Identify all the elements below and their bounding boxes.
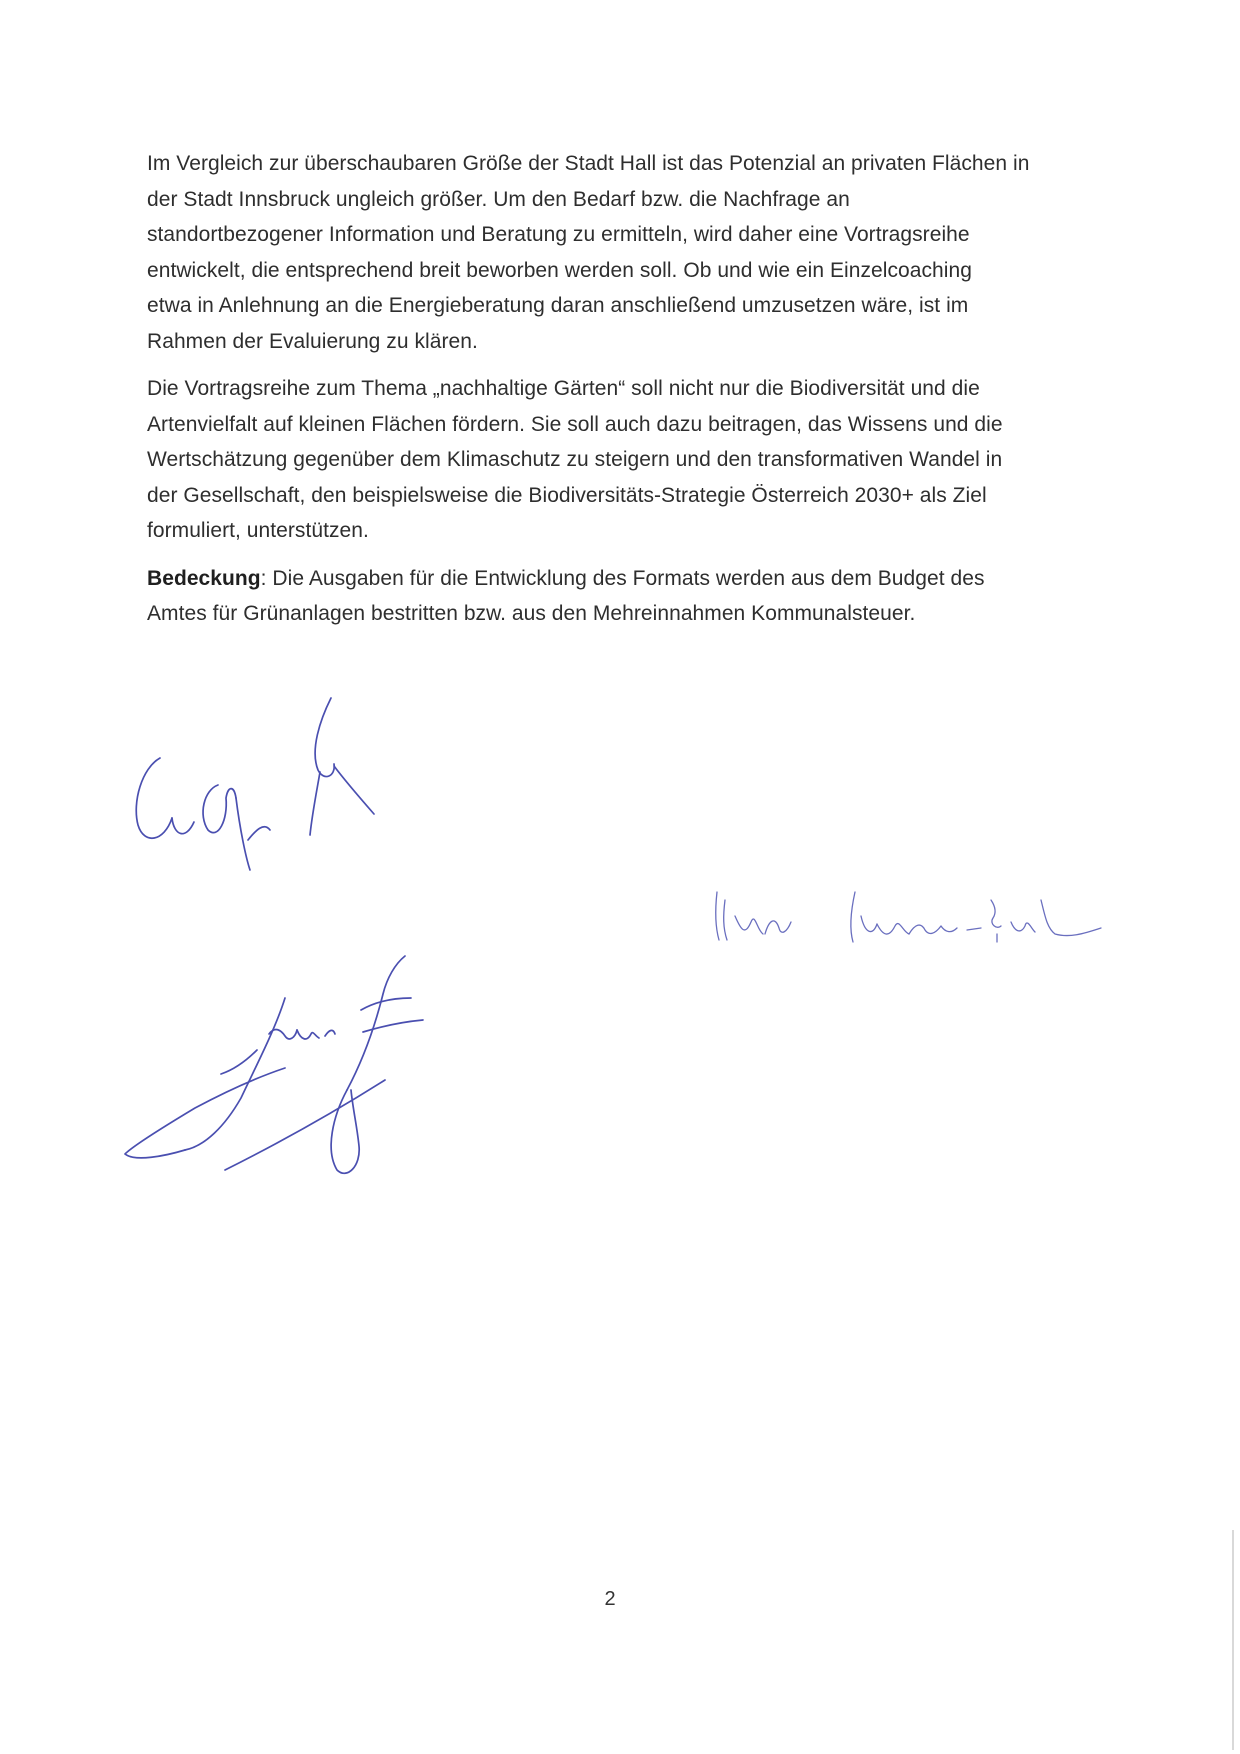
handwritten-signature-2 [705,870,1105,960]
scan-edge-artifact [1232,1530,1234,1750]
text-line: entwickelt, die entsprechend breit beworben werden soll. Ob und wie ein Einzelcoaching [147,258,972,282]
text-line: Amtes für Grünanlagen bestritten bzw. aus den Mehreinnahmen Kommunalsteuer. [147,602,916,625]
handwritten-signature-3 [125,950,475,1180]
text-line: formuliert, unterstützen. [147,519,369,542]
paragraph-potential [147,146,1107,359]
text-line: Artenvielfalt auf kleinen Flächen fördern. Sie soll auch dazu beitragen, das Wissens und die [147,412,1003,436]
text-line: Die Ausgaben für die Entwicklung des Formats werden aus dem Budget des [266,566,985,590]
text-line: Wertschätzung gegenüber dem Klimaschutz zu steigern und den transformativen Wandel in [147,448,1003,471]
funding-label: Bedeckung [147,566,261,590]
handwritten-signature-1 [128,690,428,890]
text-line: Die Vortragsreihe zum Thema „nachhaltige Gärten“ soll nicht nur die Biodiversität und die [147,377,980,400]
text-line: der Gesellschaft, den beispielsweise die Biodiversitäts-Strategie Österreich 2030+ als Ziel [147,483,987,507]
text-line: Im Vergleich zur überschaubaren Größe der Stadt Hall ist das Potenzial an privaten Flächen in [147,152,1030,175]
text-line: standortbezogener Information und Beratung zu ermitteln, wird daher eine Vortragsreihe [147,223,970,246]
text-line: der Stadt Innsbruck ungleich größer. Um den Bedarf bzw. die Nachfrage an [147,187,850,211]
page-number: 2 [604,1588,616,1610]
paragraph-funding [147,561,1107,632]
text-line: etwa in Anlehnung an die Energieberatung daran anschließend umzusetzen wäre, ist im [147,294,969,317]
funding-colon: : [260,566,267,590]
text-line: Rahmen der Evaluierung zu klären. [147,329,478,353]
body-text [147,146,1107,644]
paragraph-lecture-series [147,371,1107,549]
